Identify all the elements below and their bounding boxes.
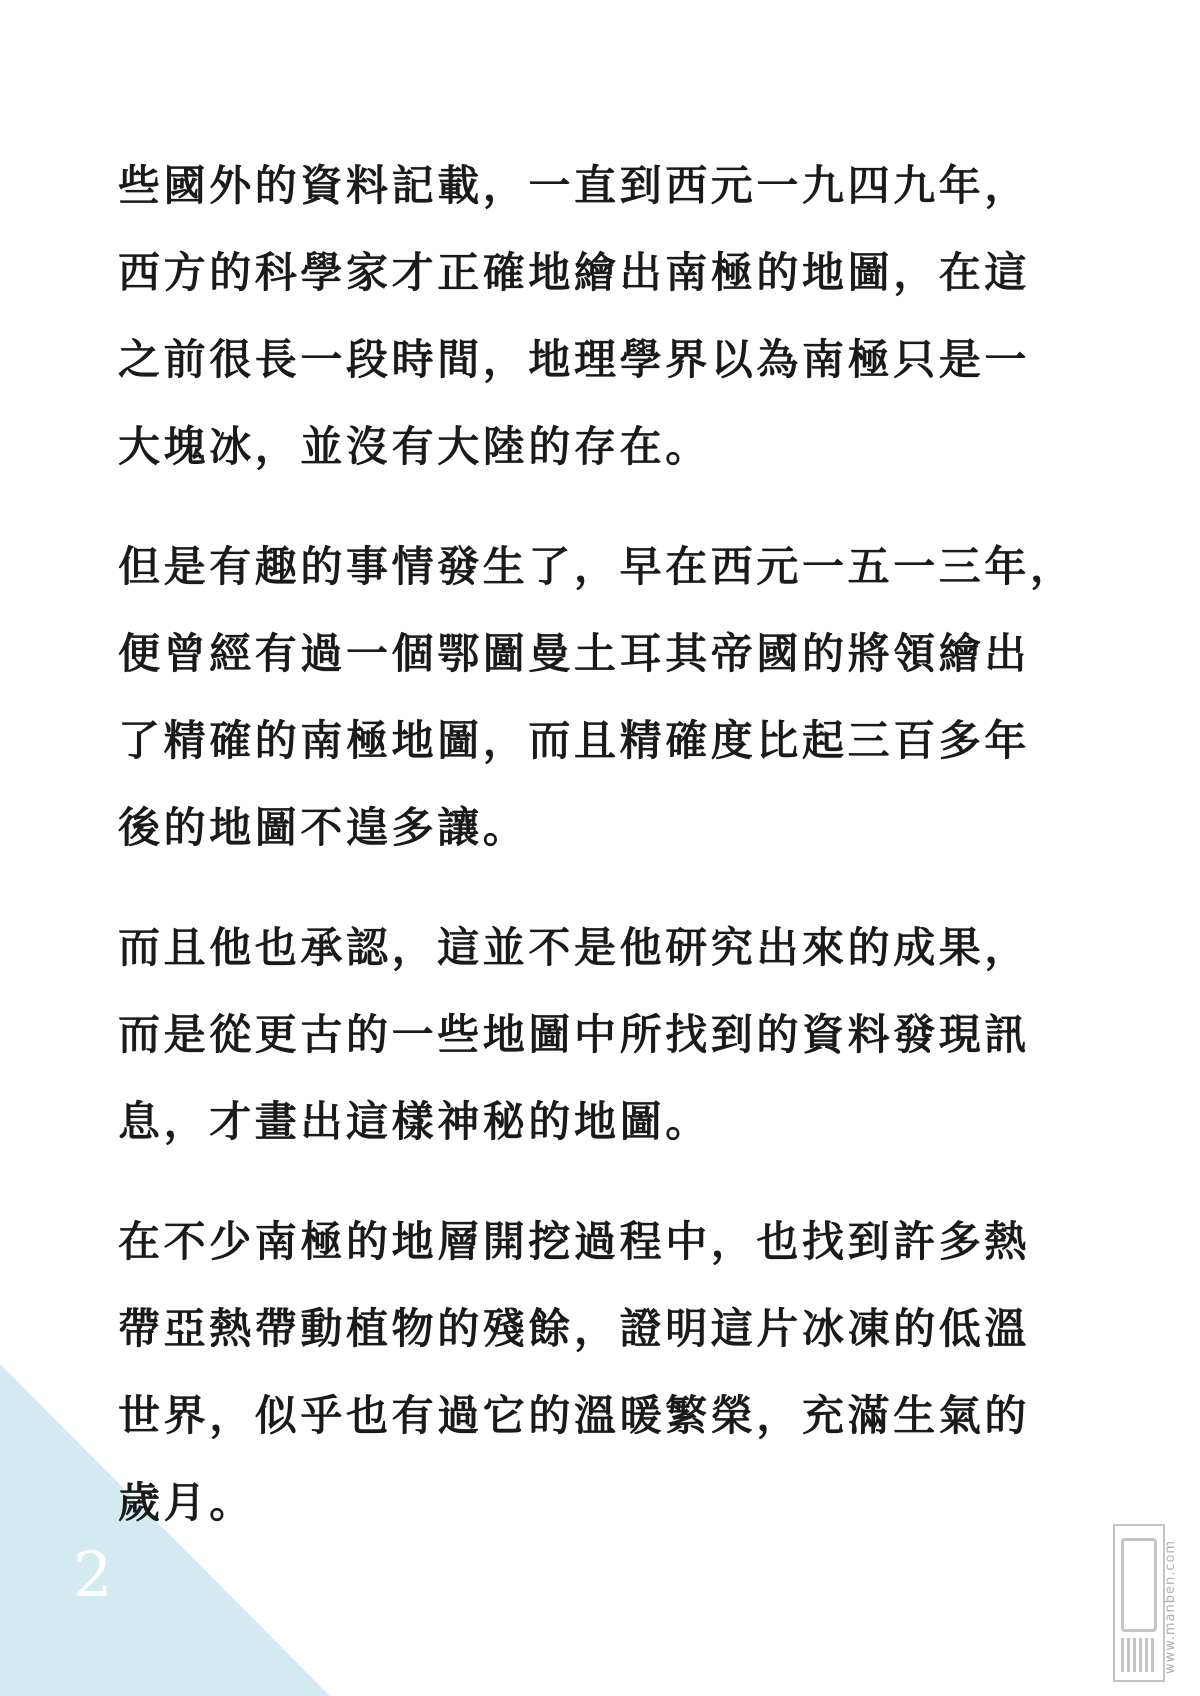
watermark-glyph — [1121, 1538, 1157, 1632]
paragraph-4 — [118, 1214, 1098, 1562]
watermark-url: www.manben.com — [1163, 1539, 1178, 1674]
text-line: 世界，似乎也有過它的溫暖繁榮，充滿生氣的 — [118, 1391, 1031, 1440]
watermark-bar — [1121, 1638, 1157, 1672]
text-line: 而是從更古的一些地圖中所找到的資料發現訊 — [118, 1010, 1031, 1059]
text-line: 之前很長一段時間，地理學界以為南極只是一 — [118, 335, 1031, 384]
watermark-logo-icon — [1113, 1524, 1165, 1682]
text-line: 帶亞熱帶動植物的殘餘，證明這片冰凍的低溫 — [118, 1304, 1031, 1353]
text-line: 西方的科學家才正確地繪出南極的地圖，在這 — [118, 248, 1031, 297]
text-line: 息，才畫出這樣神秘的地圖。 — [118, 1097, 711, 1146]
text-line: 大塊冰，並沒有大陸的存在。 — [118, 422, 711, 471]
page-body — [118, 158, 1098, 1595]
paragraph-3 — [118, 920, 1098, 1181]
paragraph-1 — [118, 158, 1098, 506]
text-line: 了精確的南極地圖，而且精確度比起三百多年 — [118, 716, 1031, 765]
page-number: 2 — [73, 1538, 113, 1611]
paragraph-2 — [118, 539, 1098, 887]
text-line: 便曾經有過一個鄂圖曼土耳其帝國的將領繪出 — [118, 629, 1031, 678]
text-line: 在不少南極的地層開挖過程中，也找到許多熱 — [118, 1217, 1031, 1266]
text-line: 歲月。 — [118, 1478, 255, 1527]
text-line: 但是有趣的事情發生了，早在西元一五一三年， — [118, 542, 1076, 591]
watermark — [1113, 1524, 1185, 1682]
text-line: 後的地圖不遑多讓。 — [118, 803, 529, 852]
text-line: 些國外的資料記載，一直到西元一九四九年， — [118, 161, 1031, 210]
text-line: 而且他也承認，這並不是他研究出來的成果， — [118, 923, 1031, 972]
